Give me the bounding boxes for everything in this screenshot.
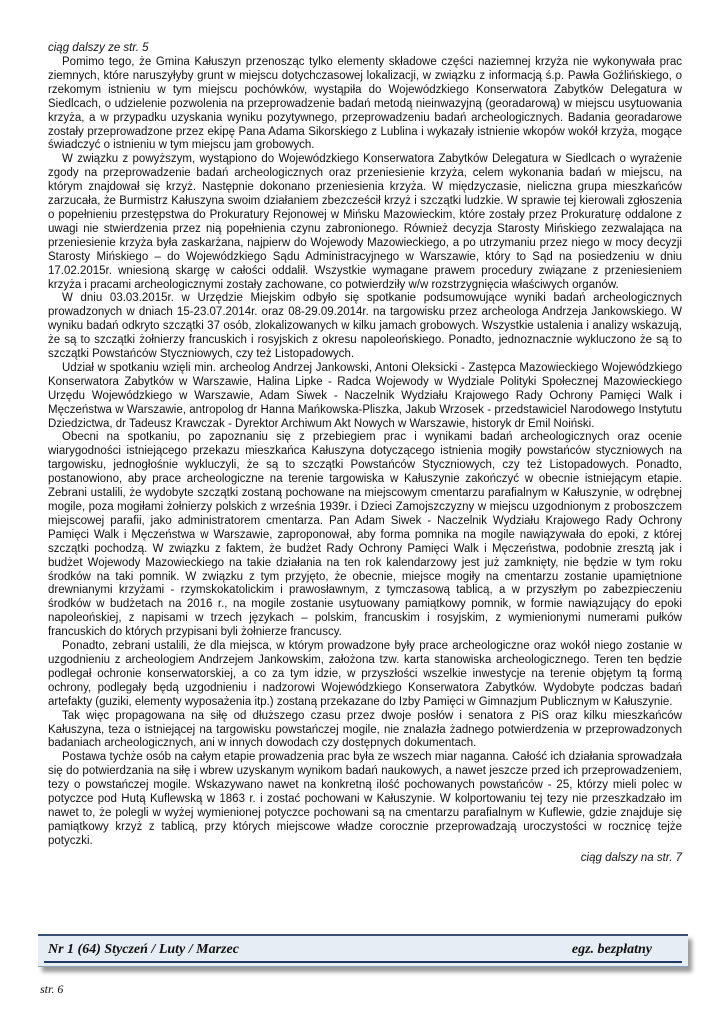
price-label: egz. bezpłatny xyxy=(571,942,652,957)
paragraph-8: Postawa tychże osób na całym etapie prowadzenia prac była ze wszech miar naganna. Całość ich działania sprowadzała się do potwierdzania na siłę i wbrew uzyskanym wynikom badań naukowych, a nawet jeszcze przed ich przeprowadzeniem, tezy o powstańczej mogile. Wskazywano nawet na konkretną ilość pochowanych powstańców - 25, którzy mieli polec w potyczce pod Hutą Kuflewską w 1863 r. i zostać pochowani w Kałuszynie. W kolportowaniu tej tezy nie przeszkadzało im nawet to, że polegli w wyżej wymienionej potyczce pochowani są na cmentarzu parafialnym w Kuflewie, gdzie znajduje się pamiątkowy krzyż z tablicą, przy których miejscowe władze corocznie przeprowadzają uroczystości w rocznicę tejże potyczki. xyxy=(48,751,682,847)
page-number: str. 6 xyxy=(40,982,64,996)
issue-banner xyxy=(38,934,688,967)
issue-banner-inner xyxy=(44,939,682,963)
paragraph-4: Udział w spotkaniu wzięli min. archeolog Andrzej Jankowski, Antoni Oleksicki - Zastępca Mazowieckiego Wojewódzkiego Konserwatora Zabytków w Warszawie, Halina Lipke - Radca Wojewody w Wydziale Polityki Społecznej Mazowieckiego Urzędu Wojewódzkiego w Warszawie, Adam Siwek - Naczelnik Wydziału Krajowego Rady Ochrony Pamięci Walk i Męczeństwa w Warszawie, antropolog dr Hanna Mańkowska-Pliszka, Jakub Wrzosek - przedstawiciel Narodowego Instytutu Dziedzictwa, dr Tadeusz Krawczak - Dyrektor Archiwum Akt Nowych w Warszawie, historyk dr Emil Noiński. xyxy=(48,361,682,430)
article-body xyxy=(48,42,682,865)
paragraph-2: W związku z powyższym, wystąpiono do Wojewódzkiego Konserwatora Zabytków Delegatura w Siedlcach o wyrażenie zgody na przeprowadzenie badań archeologicznych oraz przeniesienie krzyża, celem wykonania badań w miejscu, na którym znajdował się krzyż. Następnie dokonano przeniesienia krzyża. W międzyczasie, nieliczna grupa mieszkańców zarzucała, że Burmistrz Kałuszyna swoim działaniem zbezcześcił krzyż i szczątki ludzkie. W sprawie tej kierowali zgłoszenia o popełnieniu przestępstwa do Prokuratury Rejonowej w Mińsku Mazowieckim, które zostały przez Prokuraturę oddalone z uwagi nie stwierdzenia przez nią popełnienia czynu zabronionego. Również decyzja Starosty Mińskiego zezwalająca na przeniesienie krzyża była zaskarżana, najpierw do Wojewody Mazowieckiego, a po utrzymaniu przez niego w mocy decyzji Starosty Mińskiego – do Wojewódzkiego Sądu Administracyjnego w Warszawie, który to Sąd na posiedzeniu w dniu 17.02.2015r. wniesioną skargę w całości oddalił. Wszystkie wymagane prawem procedury związane z przeniesieniem krzyża i pracami archeologicznymi zostały zachowane, co potwierdziły w/w rozstrzygnięcia właściwych organów. xyxy=(48,153,682,291)
continued-on-note: ciąg dalszy na str. 7 xyxy=(580,851,682,864)
paragraph-1: Pomimo tego, że Gmina Kałuszyn przenosząc tylko elementy składowe części naziemnej krzyża nie wykonywała prac ziemnych, które naruszyłyby grunt w miejscu dotychczasowej lokalizacji, w związku z informacją ś.p. Pawła Goźlińskiego, o rzekomym istnieniu w tym miejscu pochówków, wystąpiła do Wojewódzkiego Konserwatora Zabytków Delegatura w Siedlcach, o udzielenie pozwolenia na przeprowadzenie badań metodą nieinwazyjną (georadarową) w miejscu usytuowania krzyża, a w przypadku uzyskania wyniku pozytywnego, przeprowadzeniu badań archeologicznych. Badania georadarowe zostały przeprowadzone przez ekipę Pana Adama Sikorskiego z Lublina i wykazały istnienie wkopów wokół krzyża, mogące świadczyć o istnieniu w tym miejscu jam grobowych. xyxy=(48,56,682,152)
paragraph-7: Tak więc propagowana na siłę od dłuższego czasu przez dwoje posłów i senatora z PiS oraz kilku mieszkańców Kałuszyna, teza o istniejącej na targowisku powstańczej mogile, nie znalazła żadnego potwierdzenia w przeprowadzonych badaniach archeologicznych, ani w innych dowodach czy dostępnych dokumentach. xyxy=(48,709,682,750)
continued-from-note: ciąg dalszy ze str. 5 xyxy=(48,42,149,54)
paragraph-3: W dniu 03.03.2015r. w Urzędzie Miejskim odbyło się spotkanie podsumowujące wyniki badań archeologicznych prowadzonych w dniach 15-23.07.2014r. oraz 08-29.09.2014r. na targowisku przez archeologa Andrzeja Jankowskiego. W wyniku badań odkryto szczątki 37 osób, zlokalizowanych w kilku jamach grobowych. Wszystkie ustalenia i analizy wskazują, że są to szczątki żołnierzy francuskich i rosyjskich z okresu napoleońskiego. Ponadto, jednoznacznie wykluczono że są to szczątki Powstańców Styczniowych, czy też Listopadowych. xyxy=(48,292,682,361)
issue-label: Nr 1 (64) Styczeń / Luty / Marzec xyxy=(48,942,239,957)
paragraph-6: Ponadto, zebrani ustalili, że dla miejsca, w którym prowadzone były prace archeologiczne oraz wokół niego zostanie w uzgodnieniu z archeologiem Andrzejem Jankowskim, założona tzw. karta stanowiska archeologicznego. Teren ten będzie podlegał ochronie konserwatorskiej, a co za tym idzie, w przyszłości wszelkie inwestycje na terenie objętym tą formą ochrony, podlegały będą uzgodnieniu i nadzorowi Wojewódzkiego Konserwatora Zabytków. Wydobyte podczas badań artefakty (guziki, elementy wyposażenia itp.) zostaną przekazane do Izby Pamięci w Gimnazjum Publicznym w Kałuszynie. xyxy=(48,640,682,708)
paragraph-5: Obecni na spotkaniu, po zapoznaniu się z przebiegiem prac i wynikami badań archeologicznych oraz ocenie wiarygodności istniejącego przekazu mieszkańca Kałuszyna dotyczącego istnienia mogiły powstańców styczniowych na targowisku, jednogłośnie wykluczyli, że są to szczątki Powstańców Styczniowych, czy też Listopadowych. Ponadto, postanowiono, aby prace archeologiczne na terenie targowiska w Kałuszynie zakończyć w obecnie istniejącym etapie. Zebrani ustalili, że wydobyte szczątki zostaną pochowane na miejscowym cmentarzu parafialnym w Kałuszynie, w odrębnej mogile, poza mogiłami żołnierzy polskich z września 1939r. i Dzieci Zamojszczyzny w miejscu uzgodnionym z proboszczem miejscowej parafii, jako administratorem cmentarza. Pan Adam Siwek - Naczelnik Wydziału Krajowego Rady Ochrony Pamięci Walk i Męczeństwa w Warszawie, zaproponował, aby forma pomnika na mogile nawiązywała do epoki, z której szczątki pochodzą. W związku z faktem, że budżet Rady Ochrony Pamięci Walk i Męczeństwa, podobnie zresztą jak i budżet Wojewody Mazowieckiego na takie działania na ten rok kalendarzowy jest już zamknięty, nie będzie w tym roku środków na taki pomnik. W związku z tym przyjęto, że obecnie, miejsce mogiły na cmentarzu zostanie upamiętnione drewnianymi krzyżami - rzymskokatolickim i prawosławnym, z tymczasową tablicą, a w przyszłym po zabezpieczeniu środków w budżetach na 2016 r., na mogile zostanie usytuowany pamiątkowy pomnik, w formie nawiązujący do epoki napoleońskiej, z napisami w trzech językach – polskim, francuskim i rosyjskim, z wymienionymi numerami pułków francuskich do których przypisani byli żołnierze francuscy. xyxy=(48,431,682,639)
